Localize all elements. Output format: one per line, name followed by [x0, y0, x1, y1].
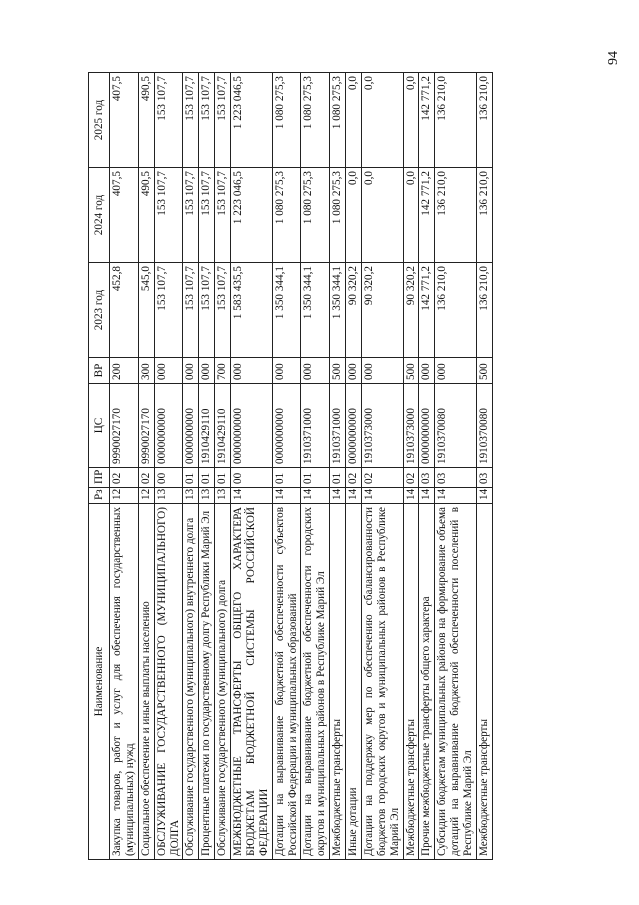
cell-2024: 1 080 275,3: [330, 168, 346, 263]
cell-cs: 1910373000: [403, 384, 419, 468]
cell-2025: 136 210,0: [476, 73, 492, 168]
cell-cs: 1910373000: [361, 384, 403, 468]
cell-rz: 14: [330, 488, 346, 504]
cell-name: ОБСЛУЖИВАНИЕ ГОСУДАРСТВЕННОГО (МУНИЦИПАЛЬНОГО) ДОЛГА: [154, 504, 183, 860]
cell-2023: 90 320,2: [346, 263, 362, 358]
cell-rz: 14: [419, 488, 435, 504]
cell-cs: 1910429110: [199, 384, 215, 468]
cell-vr: 000: [231, 358, 273, 384]
table-row: [435, 73, 477, 860]
cell-rz: 14: [272, 488, 301, 504]
table-row: [231, 73, 273, 860]
cell-2024: 1 223 046,5: [231, 168, 273, 263]
col-header-2023: 2023 год: [89, 263, 110, 358]
cell-2024: 142 771,2: [419, 168, 435, 263]
cell-2023: 1 583 435,5: [231, 263, 273, 358]
cell-2025: 1 223 046,5: [231, 73, 273, 168]
cell-name: Процентные платежи по государственному долгу Республики Марий Эл: [199, 504, 215, 860]
col-header-name: Наименование: [89, 504, 110, 860]
cell-pr: 03: [419, 468, 435, 488]
cell-pr: 01: [183, 468, 199, 488]
cell-2024: 136 210,0: [435, 168, 477, 263]
cell-2025: 1 080 275,3: [330, 73, 346, 168]
cell-name: Закупка товаров, работ и услуг для обеспечения государственных (муниципальных) нужд: [110, 504, 139, 860]
cell-pr: 03: [476, 468, 492, 488]
cell-rz: 13: [183, 488, 199, 504]
cell-vr: 000: [272, 358, 301, 384]
cell-name: Обслуживание государственного (муниципального) долга: [215, 504, 231, 860]
cell-rz: 13: [154, 488, 183, 504]
cell-2023: 90 320,2: [361, 263, 403, 358]
table-row: [403, 73, 419, 860]
cell-2024: 153 107,7: [183, 168, 199, 263]
cell-cs: 1910429110: [215, 384, 231, 468]
cell-2024: 0,0: [346, 168, 362, 263]
cell-2024: 1 080 275,3: [301, 168, 330, 263]
cell-cs: 1910371000: [330, 384, 346, 468]
cell-cs: 0000000000: [231, 384, 273, 468]
cell-2023: 153 107,7: [199, 263, 215, 358]
cell-rz: 13: [215, 488, 231, 504]
cell-vr: 500: [476, 358, 492, 384]
cell-cs: 1910370080: [476, 384, 492, 468]
cell-2025: 407,5: [110, 73, 139, 168]
cell-rz: 14: [435, 488, 477, 504]
table-row: [301, 73, 330, 860]
cell-rz: 12: [138, 488, 154, 504]
cell-rz: 14: [231, 488, 273, 504]
cell-name: Дотации на выравнивание бюджетной обеспеченности городских округов и муниципальных районов в Республике Марий Эл: [301, 504, 330, 860]
cell-name: Межбюджетные трансферты: [403, 504, 419, 860]
table-row: [183, 73, 199, 860]
table-row: [272, 73, 301, 860]
cell-vr: 000: [154, 358, 183, 384]
cell-cs: 0000000000: [346, 384, 362, 468]
cell-vr: 300: [138, 358, 154, 384]
cell-2023: 153 107,7: [215, 263, 231, 358]
cell-2024: 490,5: [138, 168, 154, 263]
cell-cs: 1910371000: [301, 384, 330, 468]
cell-cs: 9990027170: [138, 384, 154, 468]
table-row: [419, 73, 435, 860]
cell-cs: 0000000000: [419, 384, 435, 468]
cell-2025: 490,5: [138, 73, 154, 168]
col-header-rz: Рз: [89, 488, 110, 504]
cell-name: Дотации на поддержку мер по обеспечению сбалансированности бюджетов городских округов и муниципальных районов в Республике Марий Эл: [361, 504, 403, 860]
cell-2023: 452,8: [110, 263, 139, 358]
cell-name: Иные дотации: [346, 504, 362, 860]
cell-vr: 000: [301, 358, 330, 384]
cell-2024: 1 080 275,3: [272, 168, 301, 263]
cell-vr: 200: [110, 358, 139, 384]
cell-name: Прочие межбюджетные трансферты общего характера: [419, 504, 435, 860]
cell-pr: 03: [435, 468, 477, 488]
cell-2023: 142 771,2: [419, 263, 435, 358]
cell-2023: 1 350 344,1: [330, 263, 346, 358]
cell-2025: 153 107,7: [154, 73, 183, 168]
cell-vr: 000: [183, 358, 199, 384]
cell-rz: 14: [346, 488, 362, 504]
cell-2025: 153 107,7: [183, 73, 199, 168]
col-header-2025: 2025 год: [89, 73, 110, 168]
cell-cs: 0000000000: [272, 384, 301, 468]
cell-2025: 0,0: [403, 73, 419, 168]
col-header-vr: ВР: [89, 358, 110, 384]
table-row: [154, 73, 183, 860]
table-row: [199, 73, 215, 860]
cell-2025: 153 107,7: [199, 73, 215, 168]
cell-2025: 142 771,2: [419, 73, 435, 168]
cell-2023: 136 210,0: [435, 263, 477, 358]
page-number: 94: [606, 51, 621, 65]
cell-name: Межбюджетные трансферты: [476, 504, 492, 860]
cell-2023: 153 107,7: [183, 263, 199, 358]
cell-pr: 02: [346, 468, 362, 488]
table-row: [215, 73, 231, 860]
cell-pr: 00: [154, 468, 183, 488]
budget-table: [88, 72, 493, 860]
cell-rz: 14: [476, 488, 492, 504]
table-row: [361, 73, 403, 860]
cell-rz: 13: [199, 488, 215, 504]
table-header-row: [89, 73, 110, 860]
cell-rz: 14: [403, 488, 419, 504]
cell-vr: 700: [215, 358, 231, 384]
cell-vr: 000: [346, 358, 362, 384]
table-row: [346, 73, 362, 860]
cell-vr: 500: [403, 358, 419, 384]
cell-rz: 14: [361, 488, 403, 504]
cell-cs: 0000000000: [154, 384, 183, 468]
table-row: [330, 73, 346, 860]
cell-pr: 00: [231, 468, 273, 488]
table-row: [476, 73, 492, 860]
cell-vr: 000: [361, 358, 403, 384]
cell-2024: 153 107,7: [215, 168, 231, 263]
cell-pr: 01: [272, 468, 301, 488]
cell-pr: 01: [330, 468, 346, 488]
cell-2024: 0,0: [361, 168, 403, 263]
cell-2024: 153 107,7: [154, 168, 183, 263]
cell-pr: 01: [199, 468, 215, 488]
cell-2023: 90 320,2: [403, 263, 419, 358]
cell-2025: 153 107,7: [215, 73, 231, 168]
cell-2024: 0,0: [403, 168, 419, 263]
cell-rz: 12: [110, 488, 139, 504]
cell-2025: 1 080 275,3: [272, 73, 301, 168]
cell-2023: 136 210,0: [476, 263, 492, 358]
cell-2023: 153 107,7: [154, 263, 183, 358]
cell-vr: 500: [330, 358, 346, 384]
cell-pr: 01: [301, 468, 330, 488]
cell-2024: 153 107,7: [199, 168, 215, 263]
cell-2023: 1 350 344,1: [301, 263, 330, 358]
col-header-2024: 2024 год: [89, 168, 110, 263]
cell-pr: 02: [361, 468, 403, 488]
cell-pr: 02: [403, 468, 419, 488]
cell-name: Субсидии бюджетам муниципальных районов на формирование объема дотаций на выравнивание бюджетной обеспеченности поселений в Республике Марий Эл: [435, 504, 477, 860]
cell-2025: 0,0: [361, 73, 403, 168]
cell-name: Обслуживание государственного (муниципального) внутреннего долга: [183, 504, 199, 860]
cell-2023: 1 350 344,1: [272, 263, 301, 358]
cell-2024: 407,5: [110, 168, 139, 263]
cell-2023: 545,0: [138, 263, 154, 358]
cell-name: Дотации на выравнивание бюджетной обеспеченности субъектов Российской Федерации и муниципальных образований: [272, 504, 301, 860]
table-row: [138, 73, 154, 860]
cell-vr: 000: [419, 358, 435, 384]
cell-name: Социальное обеспечение и иные выплаты населению: [138, 504, 154, 860]
cell-cs: 1910370080: [435, 384, 477, 468]
cell-2025: 0,0: [346, 73, 362, 168]
cell-2025: 136 210,0: [435, 73, 477, 168]
cell-vr: 000: [435, 358, 477, 384]
cell-pr: 01: [215, 468, 231, 488]
rotated-table-container: [88, 72, 558, 860]
cell-pr: 02: [138, 468, 154, 488]
table-body: [110, 73, 493, 860]
cell-cs: 0000000000: [183, 384, 199, 468]
cell-cs: 9990027170: [110, 384, 139, 468]
cell-2025: 1 080 275,3: [301, 73, 330, 168]
col-header-cs: ЦС: [89, 384, 110, 468]
cell-vr: 000: [199, 358, 215, 384]
cell-rz: 14: [301, 488, 330, 504]
cell-2024: 136 210,0: [476, 168, 492, 263]
cell-pr: 02: [110, 468, 139, 488]
cell-name: МЕЖБЮДЖЕТНЫЕ ТРАНСФЕРТЫ ОБЩЕГО ХАРАКТЕРА БЮДЖЕТАМ БЮДЖЕТНОЙ СИСТЕМЫ РОССИЙСКОЙ ФЕДЕРАЦИИ: [231, 504, 273, 860]
cell-name: Межбюджетные трансферты: [330, 504, 346, 860]
col-header-pr: ПР: [89, 468, 110, 488]
table-row: [110, 73, 139, 860]
